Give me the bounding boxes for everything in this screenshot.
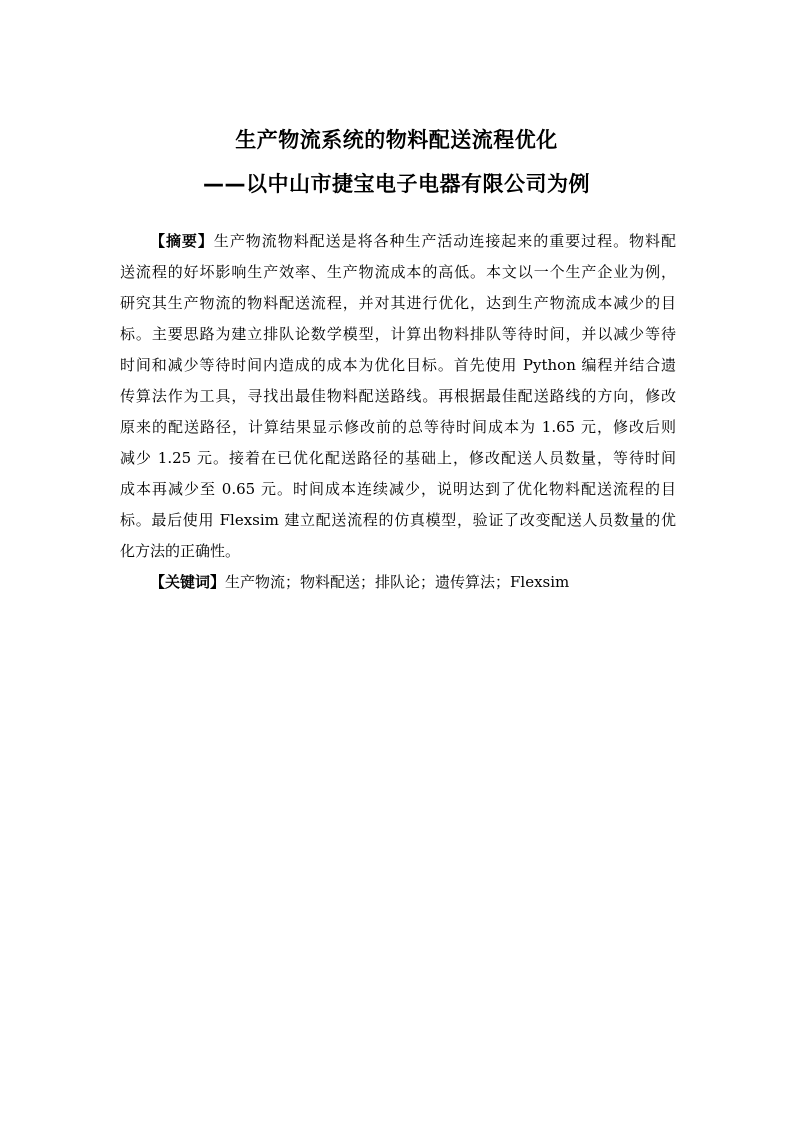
abstract-line: 送流程的好坏影响生产效率、生产物流成本的高低。本文以一个生产企业为例， <box>120 263 676 281</box>
abstract-line <box>120 226 676 257</box>
abstract-line: 原来的配送路径，计算结果显示修改前的总等待时间成本为 1.65 元，修改后则 <box>120 418 676 436</box>
paper-subtitle: ——以中山市捷宝电子电器有限公司为例 <box>203 172 590 196</box>
abstract-line: 成本再减少至 0.65 元。时间成本连续减少，说明达到了优化物料配送流程的目 <box>120 480 676 498</box>
paper-title: 生产物流系统的物料配送流程优化 <box>235 128 558 152</box>
abstract-line: 传算法作为工具，寻找出最佳物料配送路线。再根据最佳配送路线的方向，修改 <box>120 387 676 405</box>
abstract-line: 研究其生产物流的物料配送流程，并对其进行优化，达到生产物流成本减少的目 <box>120 294 676 312</box>
abstract-line: 标。主要思路为建立排队论数学模型，计算出物料排队等待时间，并以减少等待 <box>120 325 676 343</box>
abstract-line-text: 生产物流物料配送是将各种生产活动连接起来的重要过程。物料配 <box>213 232 676 250</box>
keywords-section <box>150 567 569 598</box>
keywords-text: 生产物流；物料配送；排队论；遗传算法；Flexsim <box>225 573 570 591</box>
abstract-line: 化方法的正确性。 <box>120 542 241 560</box>
abstract-line: 减少 1.25 元。接着在已优化配送路径的基础上，修改配送人员数量，等待时间 <box>120 449 676 467</box>
abstract-line: 时间和减少等待时间内造成的成本为优化目标。首先使用 Python 编程并结合遗 <box>120 356 676 374</box>
abstract-section <box>120 226 676 567</box>
abstract-label: 【摘要】 <box>150 232 214 250</box>
keywords-label: 【关键词】 <box>150 573 226 591</box>
abstract-line: 标。最后使用 Flexsim 建立配送流程的仿真模型，验证了改变配送人员数量的优 <box>120 511 676 529</box>
